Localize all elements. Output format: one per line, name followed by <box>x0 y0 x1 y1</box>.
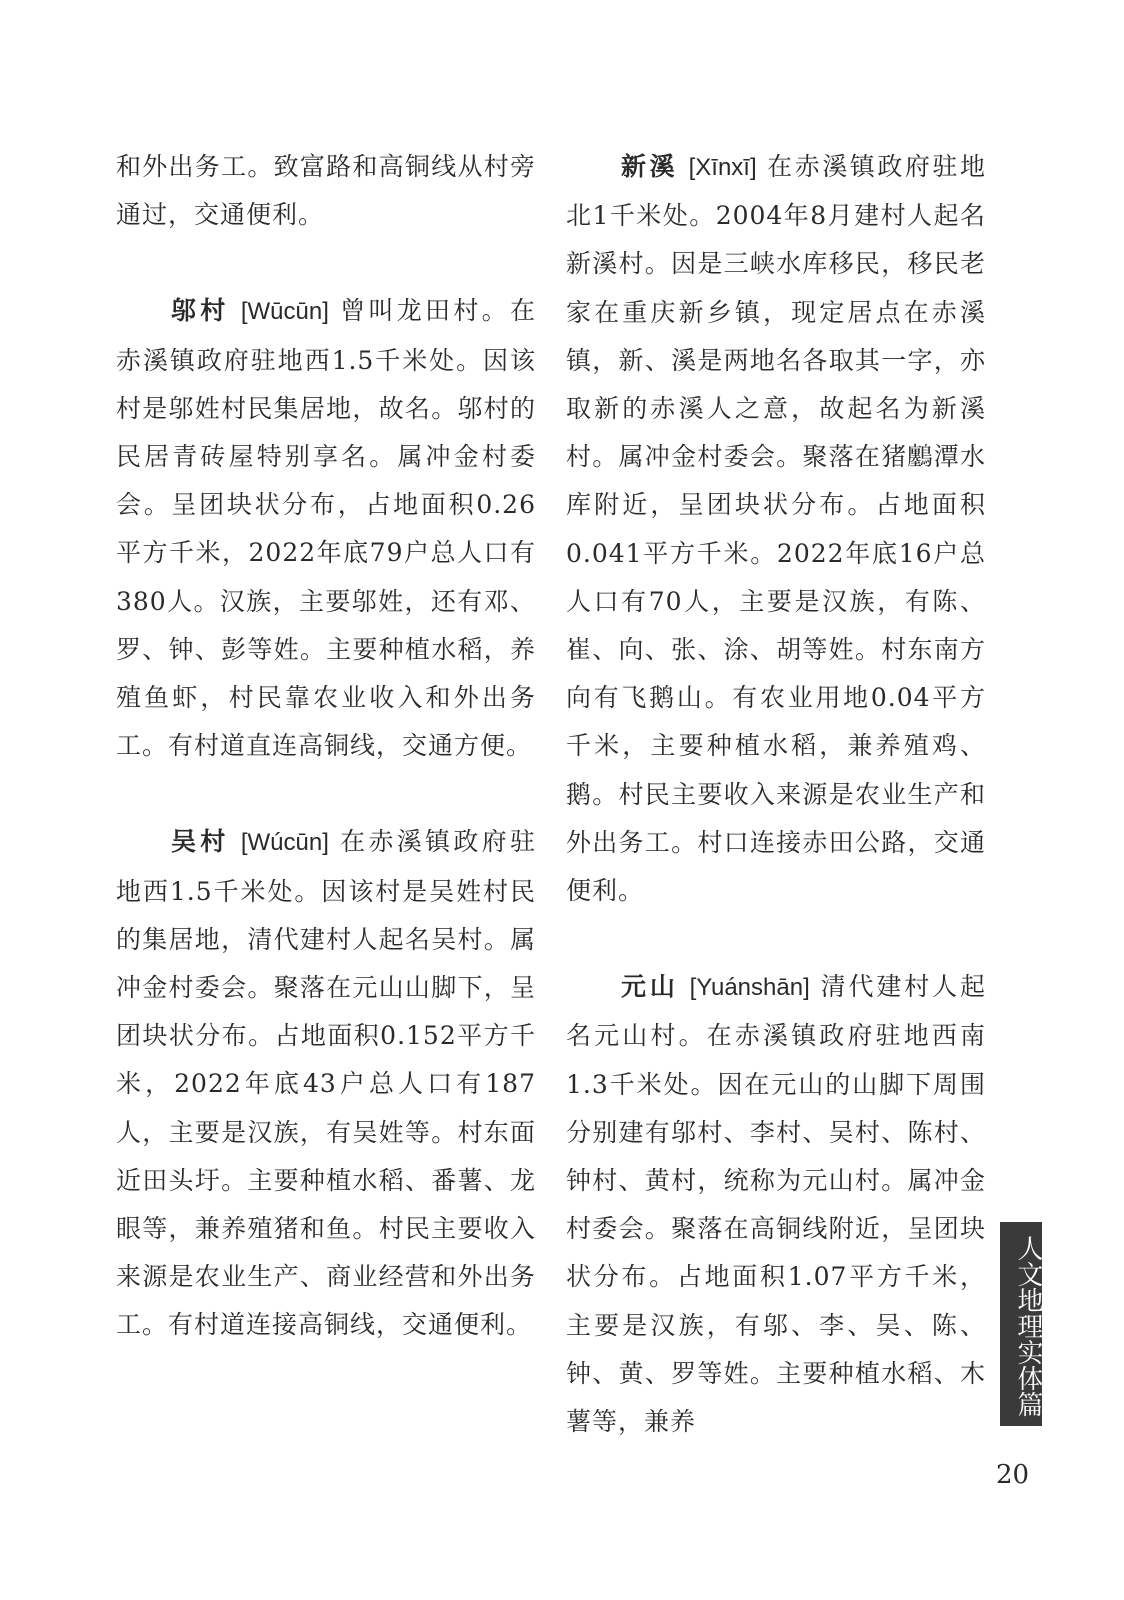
entry-text: 清代建村人起名元山村。在赤溪镇政府驻地西南1.3千米处。因在元山的山脚下周围分别建有邬村、李村、吴村、陈村、钟村、黄村，统称为元山村。属冲金村委会。聚落在高铜线附近，呈团块状分布。占地面积1.07平方千米，主要是汉族，有邬、李、吴、陈、钟、黄、罗等姓。主要种植水稻、木薯等，兼养 <box>566 972 986 1437</box>
continuation-paragraph: 和外出务工。致富路和高铜线从村旁通过，交通便利。 <box>116 152 536 230</box>
entry-title: 元山 <box>621 972 679 1002</box>
entry-wucun <box>116 287 536 770</box>
entry-text: 在赤溪镇政府驻地北1千米处。2004年8月建村人起名新溪村。因是三峡水库移民，移民老家在重庆新乡镇，现定居点在赤溪镇，新、溪是两地名各取其一字，亦取新的赤溪人之意，故起名为新溪村。属冲金村委会。聚落在猪𪇮潭水库附近，呈团块状分布。占地面积0.041平方千米。2022年底16户总人口有70人，主要是汉族，有陈、崔、向、张、涂、胡等姓。村东南方向有飞鹅山。有农业用地0.04平方千米，主要种植水稻，兼养殖鸡、鹅。村民主要收入来源是农业生产和外出务工。村口连接赤田公路，交通便利。 <box>566 152 986 906</box>
entry-text: 曾叫龙田村。在赤溪镇政府驻地西1.5千米处。因该村是邬姓村民集居地，故名。邬村的民居青砖屋特别享名。属冲金村委会。呈团块状分布，占地面积0.26平方千米，2022年底79户总人口有380人。汉族，主要邬姓，还有邓、罗、钟、彭等姓。主要种植水稻，养殖鱼虾，村民靠农业收入和外出务工。有村道直连高铜线，交通方便。 <box>116 296 536 761</box>
page-number: 20 <box>996 1460 1030 1490</box>
entry-title: 邬村 <box>171 296 230 326</box>
entry-title: 新溪 <box>621 152 679 181</box>
entry-wu-village <box>116 818 536 1349</box>
entry-pinyin: [Wúcūn] <box>240 829 329 857</box>
entry-pinyin: [Wūcūn] <box>240 298 329 326</box>
entry-yuanshan <box>566 963 986 1446</box>
section-side-tab: 人文地理实体篇 <box>1000 1222 1042 1426</box>
entry-pinyin: [Xīnxī] <box>688 154 757 181</box>
entry-text: 在赤溪镇政府驻地西1.5千米处。因该村是吴姓村民的集居地，清代建村人起名吴村。属冲金村委会。聚落在元山山脚下，呈团块状分布。占地面积0.152平方千米，2022年底43户总人口有187人，主要是汉族，有吴姓等。村东面近田头圩。主要种植水稻、番薯、龙眼等，兼养殖猪和鱼。村民主要收入来源是农业生产、商业经营和外出务工。有村道连接高铜线，交通便利。 <box>116 827 536 1340</box>
entry-xinxi <box>566 143 986 915</box>
left-column <box>116 143 536 1350</box>
entry-pinyin: [Yuánshān] <box>689 974 810 1002</box>
entry-title: 吴村 <box>171 827 230 857</box>
right-column <box>566 143 986 1446</box>
